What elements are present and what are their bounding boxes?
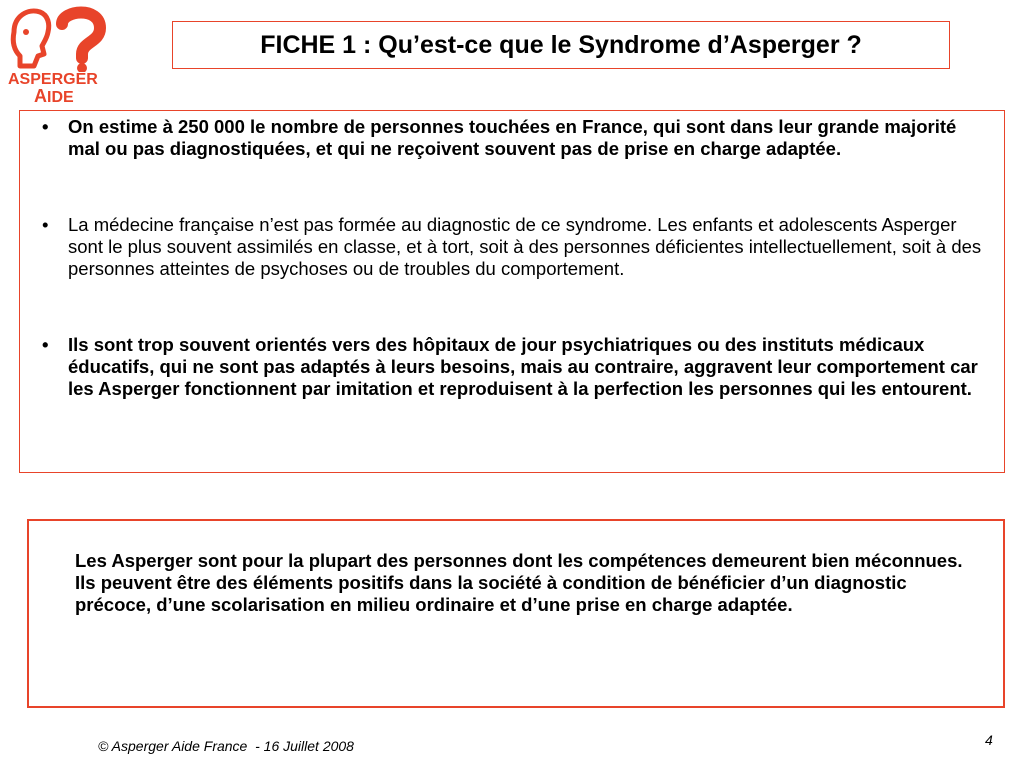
question-mark-head-icon xyxy=(4,2,116,72)
bullet-item xyxy=(30,214,988,280)
summary-text: Les Asperger sont pour la plupart des personnes dont les compétences demeurent bien méconnues. Ils peuvent être des éléments positifs dans la société à condition de bénéficier d’un diagnostic précoce, d’une scolarisation en milieu ordinaire et d’une prise en charge adaptée. xyxy=(75,550,963,615)
summary-box xyxy=(27,519,1005,708)
logo-word-asperger: ASPERGER xyxy=(8,71,98,88)
bullet-text: Ils sont trop souvent orientés vers des hôpitaux de jour psychiatriques ou des instituts médicaux éducatifs, qui ne sont pas adaptés à leurs besoins, mais au contraire, aggravent leur comportement car les Asperger fonctionnent par imitation et reproduisent à la perfection les personnes qui les entourent. xyxy=(68,334,978,399)
bullet-text: La médecine française n’est pas formée au diagnostic de ce syndrome. Les enfants et adolescents Asperger sont le plus souvent assimilés en classe, et à tort, soit à des personnes déficientes intellectuellement, soit à des personnes atteintes de psychoses ou de troubles du comportement. xyxy=(68,214,982,279)
page-number: 4 xyxy=(985,732,993,748)
bullet-item xyxy=(30,116,988,160)
logo-word-aide xyxy=(34,86,74,107)
page-title: FICHE 1 : Qu’est-ce que le Syndrome d’Asperger ? xyxy=(260,30,862,59)
title-box xyxy=(172,21,950,69)
bullet-marker: • xyxy=(42,116,49,137)
content-box xyxy=(19,110,1005,473)
asperger-aide-logo xyxy=(4,2,116,106)
bullet-marker: • xyxy=(42,334,49,355)
bullet-item xyxy=(30,334,988,400)
bullet-marker: • xyxy=(42,214,49,235)
bullet-text: On estime à 250 000 le nombre de personnes touchées en France, qui sont dans leur grande majorité mal ou pas diagnostiquées, et qui ne reçoivent souvent pas de prise en charge adaptée. xyxy=(68,116,957,159)
footer-copyright: © Asperger Aide France - 16 Juillet 2008 xyxy=(98,738,354,754)
logo-initial: A xyxy=(34,86,47,106)
logo-rest: IDE xyxy=(47,89,74,106)
